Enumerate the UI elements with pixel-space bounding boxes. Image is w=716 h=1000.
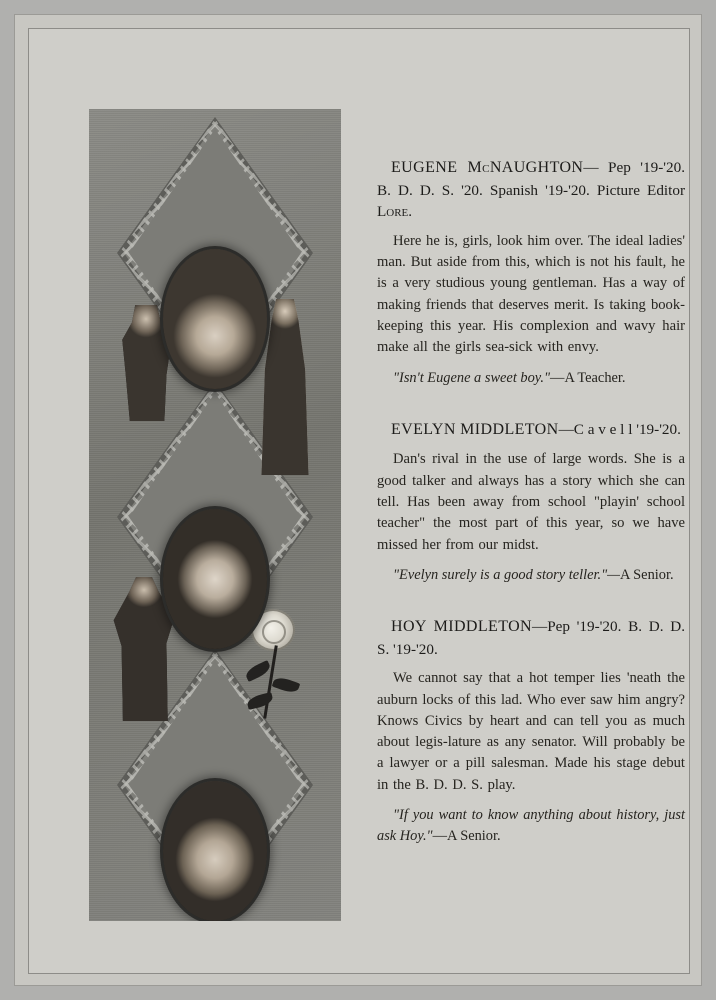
entry-quote-attrib: —A Teacher. xyxy=(550,369,626,386)
entry-heading xyxy=(377,157,685,223)
entry-quote-attrib: A Senior. xyxy=(619,566,674,583)
scanned-paper xyxy=(14,14,702,986)
portrait-hoy-middleton xyxy=(163,781,267,921)
portrait-photo xyxy=(163,249,267,389)
entry-credits: —C a v e l l '19-'20. xyxy=(558,420,681,438)
rose-leaf xyxy=(244,660,273,682)
entry-quote xyxy=(377,805,685,847)
entry-body: Dan's rival in the use of large words. She is a good talker and always has a story which she can tell. Has been away from school "playin' school teacher" the most part of this year, so we have missed her from our midst. xyxy=(377,451,685,553)
entry-evelyn-middleton xyxy=(377,419,685,586)
entry-quote-text: "If you want to know anything about history, just ask Hoy." xyxy=(377,807,685,845)
entry-quote xyxy=(377,565,685,586)
entry-quote-text: "Evelyn surely is a good story teller."— xyxy=(393,566,620,583)
entry-quote-attrib: —A Senior. xyxy=(432,828,501,845)
entry-credits: — Pep '19-'20. B. D. D. S. '20. Spanish '19-'20. Picture Editor xyxy=(377,159,685,199)
portrait-photo xyxy=(163,509,267,649)
entry-credits: —Pep '19-'20. B. D. D. S. '19-'20. xyxy=(377,617,685,658)
rose-leaf xyxy=(272,675,301,695)
entry-credits-end: . xyxy=(408,203,413,221)
entry-name: EUGENE McNAUGHTON xyxy=(391,159,584,176)
entry-body: We cannot say that a hot temper lies 'neath the auburn locks of this lad. Who ever saw him angry? Knows Civics by heart and can tell you as much about legis-lature as any senator. Will probably be a lawyer or a pill salesman. Made his stage debut in the B. D. D. S. play. xyxy=(377,670,685,793)
entry-name: HOY MIDDLETON xyxy=(391,617,532,635)
entry-heading xyxy=(377,419,685,442)
entry-hoy-middleton xyxy=(377,616,685,847)
text-column xyxy=(377,157,685,847)
entry-eugene-mcnaughton xyxy=(377,157,685,389)
portrait-evelyn-middleton xyxy=(163,509,267,649)
entry-quote xyxy=(377,368,685,389)
entry-credits-smallcaps: Lore xyxy=(377,203,409,221)
photo-plate xyxy=(89,109,341,921)
paper-inner-border xyxy=(28,28,690,974)
entry-body: Here he is, girls, look him over. The ideal ladies' man. But aside from this, which is not his fault, he is a very studious young gentleman. Has a way of making friends that deserves merit. Is taking book-keeping this year. His complexion and wavy hair make all the girls sea-sick with envy. xyxy=(377,232,685,356)
entry-name: EVELYN MIDDLETON xyxy=(391,420,559,438)
entry-quote-text: "Isn't Eugene a sweet boy." xyxy=(393,369,551,386)
rose-leaf xyxy=(246,692,274,710)
entry-heading xyxy=(377,616,685,660)
portrait-eugene-mcnaughton xyxy=(163,249,267,389)
portrait-photo xyxy=(163,781,267,921)
